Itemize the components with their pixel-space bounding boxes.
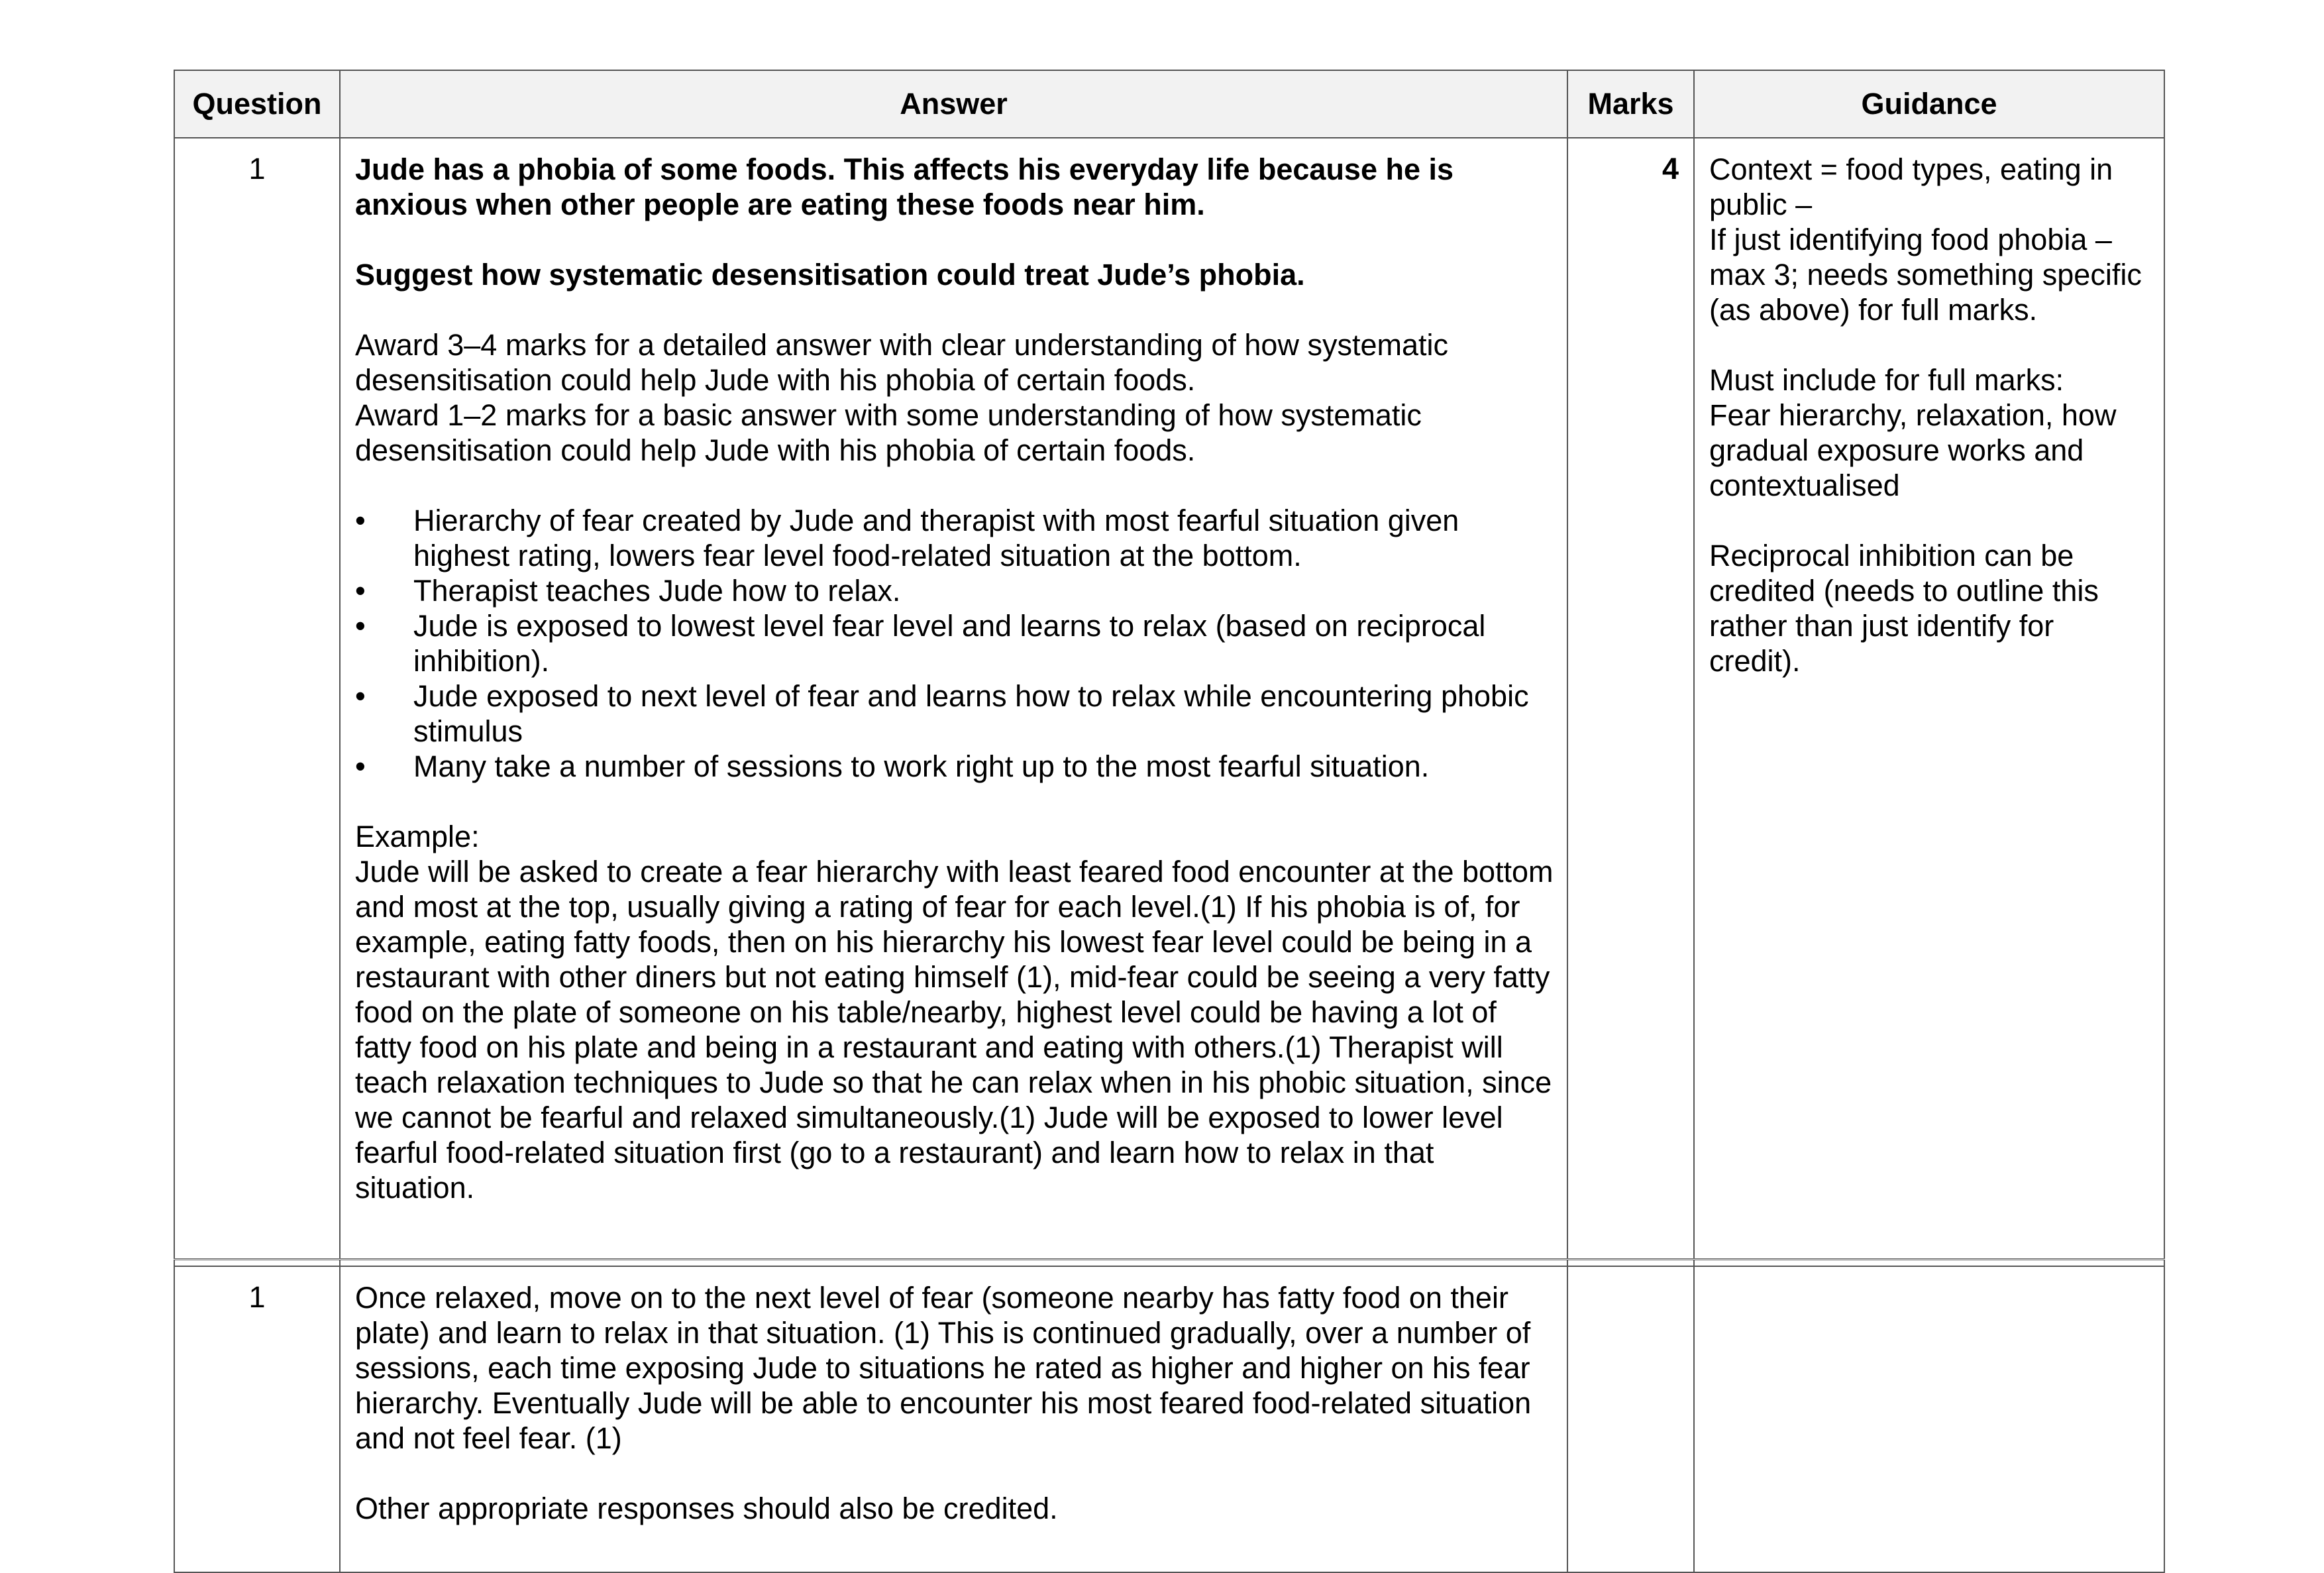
- mark-scheme-table: [174, 70, 2165, 1573]
- marks-value: 4: [1567, 138, 1694, 1260]
- list-item: [355, 503, 1554, 573]
- list-item-text: Hierarchy of fear created by Jude and therapist with most fearful situation given highest rating, lowers fear level food-related situation at the bottom.: [413, 504, 1459, 572]
- list-item: [355, 749, 1554, 784]
- header-question: Question: [174, 70, 340, 138]
- guidance-max-marks: If just identifying food phobia – max 3; needs something specific (as above) for full marks.: [1709, 223, 2142, 327]
- award-criteria-low: Award 1–2 marks for a basic answer with some understanding of how systematic desensitisation could help Jude with his phobia of certain foods.: [355, 398, 1422, 467]
- table-row: [174, 1266, 2164, 1572]
- marks-value: [1567, 1266, 1694, 1572]
- question-prompt: Jude has a phobia of some foods. This affects his everyday life because he is anxious when other people are eating these foods near him.: [355, 152, 1454, 221]
- answer-cell: [340, 1266, 1567, 1572]
- example-text: Jude will be asked to create a fear hierarchy with least feared food encounter at the bottom and most at the top, usually giving a rating of fear for each level.(1) If his phobia is of, for example, eating fatty foods, then on his hierarchy his lowest fear level could be being in a restaurant with other diners but not eating himself (1), mid-fear could be seeing a very fatty food on the plate of someone on his table/nearby, highest level could be having a lot of fatty food on his plate and being in a restaurant and eating with others.(1) Therapist will teach relaxation techniques to Jude so that he can relax when in his phobic situation, since we cannot be fearful and relaxed simultaneously.(1) Jude will be exposed to lower level fearful food-related situation first (go to a restaurant) and learn how to relax in that situation.: [355, 855, 1554, 1205]
- guidance-full-marks-label: Must include for full marks:: [1709, 363, 2064, 397]
- header-row: [174, 70, 2164, 138]
- list-item: [355, 573, 1554, 608]
- table-row: [174, 138, 2164, 1260]
- list-item-text: Therapist teaches Jude how to relax.: [413, 574, 901, 608]
- example-label: Example:: [355, 820, 480, 853]
- bullet-icon: •: [355, 609, 366, 643]
- bullet-icon: •: [355, 749, 366, 783]
- bullet-icon: •: [355, 574, 366, 608]
- list-item-text: Many take a number of sessions to work right up to the most fearful situation.: [413, 749, 1430, 783]
- guidance-cell: [1694, 1266, 2164, 1572]
- answer-other-responses: Other appropriate responses should also be credited.: [355, 1492, 1058, 1525]
- answer-bullet-list: [355, 503, 1554, 784]
- award-criteria-high: Award 3–4 marks for a detailed answer with clear understanding of how systematic desensitisation could help Jude with his phobia of certain foods.: [355, 328, 1448, 397]
- header-guidance: Guidance: [1694, 70, 2164, 138]
- list-item-text: Jude is exposed to lowest level fear level and learns to relax (based on reciprocal inhibition).: [413, 609, 1486, 678]
- question-number: 1: [174, 138, 340, 1260]
- guidance-context: Context = food types, eating in public –: [1709, 152, 2113, 221]
- question-task: Suggest how systematic desensitisation could treat Jude’s phobia.: [355, 258, 1305, 292]
- answer-continued-text: Once relaxed, move on to the next level of fear (someone nearby has fatty food on their plate) and learn to relax in that situation. (1) This is continued gradually, over a number of sessions, each time exposing Jude to situations he rated as higher and higher on his fear hierarchy. Eventually Jude will be able to encounter his most feared food-related situation and not feel fear. (1): [355, 1281, 1532, 1455]
- guidance-full-marks-items: Fear hierarchy, relaxation, how gradual exposure works and contextualised: [1709, 398, 2117, 502]
- bullet-icon: •: [355, 504, 366, 537]
- list-item: [355, 678, 1554, 749]
- list-item: [355, 608, 1554, 678]
- header-marks: Marks: [1567, 70, 1694, 138]
- header-answer: Answer: [340, 70, 1567, 138]
- answer-cell: [340, 138, 1567, 1260]
- bullet-icon: •: [355, 679, 366, 713]
- question-number: 1: [174, 1266, 340, 1572]
- row-separator: [174, 1260, 2164, 1267]
- guidance-cell: [1694, 138, 2164, 1260]
- guidance-reciprocal-inhibition: Reciprocal inhibition can be credited (needs to outline this rather than just identify for credit).: [1709, 539, 2099, 678]
- list-item-text: Jude exposed to next level of fear and learns how to relax while encountering phobic stimulus: [413, 679, 1529, 748]
